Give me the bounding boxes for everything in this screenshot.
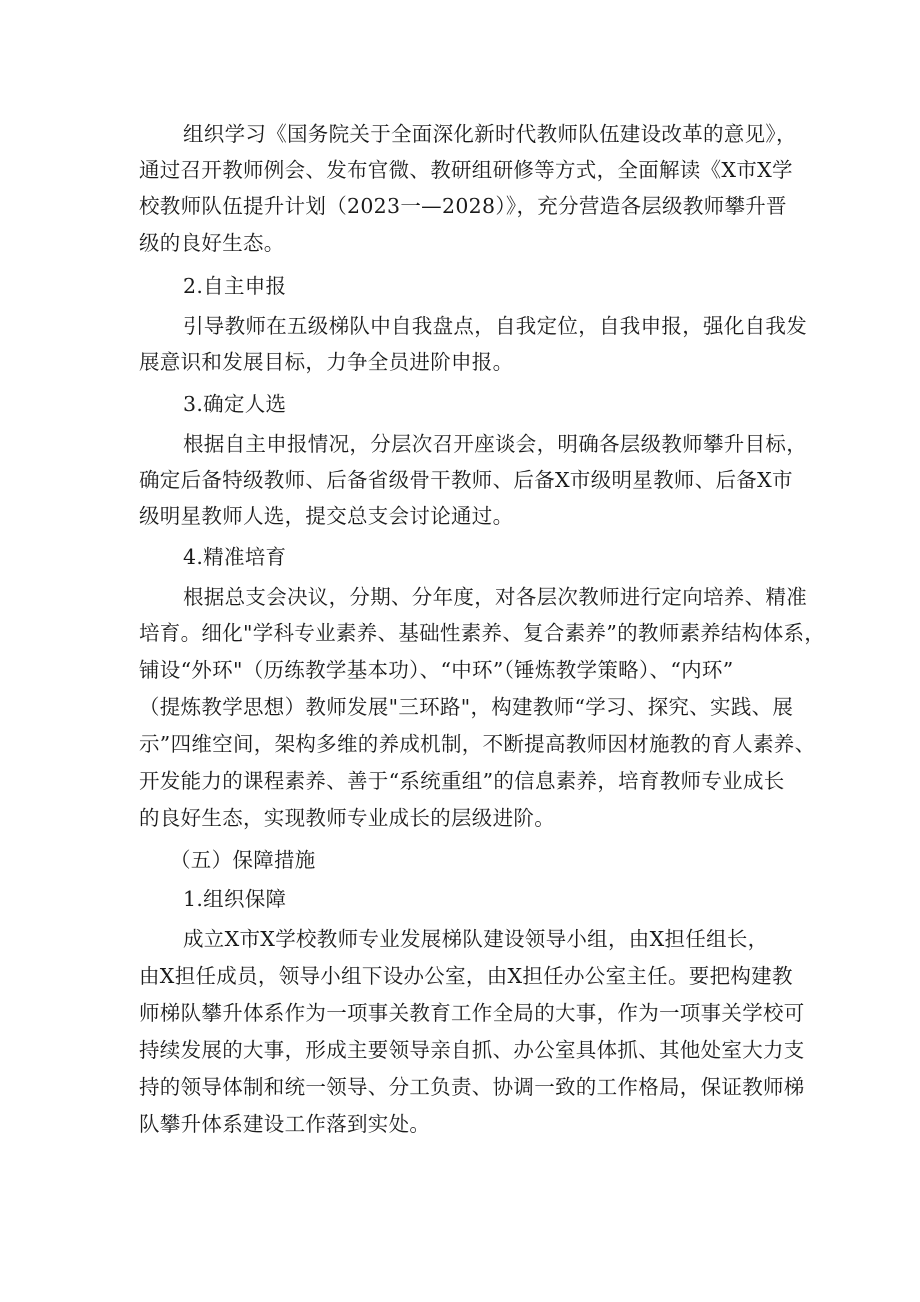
paragraph-line: 根据总支会决议，分期、分年度，对各层次教师进行定向培养、精准: [183, 585, 807, 609]
paragraph-line: 展意识和发展目标，力争全员进阶申报。: [139, 350, 514, 374]
paragraph-line: 组织学习《国务院关于全面深化新时代教师队伍建设改革的意见》，: [183, 122, 797, 146]
paragraph-line: 持续发展的大事，形成主要领导亲自抓、办公室具体抓、其他处室大力支: [139, 1038, 805, 1062]
paragraph-line: 校教师队伍提升计划（2023一—2028）》，充分营造各层级教师攀升晋: [139, 194, 787, 218]
paragraph-line: 根据自主申报情况，分层次召开座谈会，明确各层级教师攀升目标，: [183, 432, 807, 456]
paragraph-line: 师梯队攀升体系作为一项事关教育工作全局的大事，作为一项事关学校可: [139, 1001, 805, 1025]
paragraph-line: （提炼教学思想）教师发展"三环路"，构建教师“学习、探究、实践、展: [139, 695, 794, 719]
section-heading: 2.自主申报: [183, 274, 287, 298]
paragraph-line: 级明星教师人选，提交总支会讨论通过。: [139, 504, 514, 528]
paragraph-line: 铺设“外环"（历练教学基本功）、“中环”（锤炼教学策略）、“内环”: [139, 658, 734, 682]
paragraph-line: 的良好生态，实现教师专业成长的层级进阶。: [139, 806, 555, 830]
paragraph-line: 由X担任成员，领导小组下设办公室，由X担任办公室主任。要把构建教: [139, 964, 793, 988]
paragraph-line: 持的领导体制和统一领导、分工负责、协调一致的工作格局，保证教师梯: [139, 1075, 805, 1099]
paragraph-line: 开发能力的课程素养、善于“系统重组”的信息素养，培育教师专业成长: [139, 769, 785, 793]
paragraph-line: 引导教师在五级梯队中自我盘点，自我定位，自我申报，强化自我发: [183, 314, 807, 338]
section-heading: 4.精准培育: [183, 545, 287, 569]
paragraph-line: 培育。细化"学科专业素养、基础性素养、复合素养”的教师素养结构体系，: [139, 621, 826, 645]
paragraph-line: 确定后备特级教师、后备省级骨干教师、后备X市级明星教师、后备X市: [139, 468, 793, 492]
paragraph-line: 成立X市X学校教师专业发展梯队建设领导小组，由X担任组长，: [183, 927, 769, 951]
section-heading: （五）保障措施: [170, 848, 316, 872]
section-heading: 1.组织保障: [183, 887, 287, 911]
paragraph-line: 通过召开教师例会、发布官微、教研组研修等方式，全面解读《X市X学: [139, 158, 793, 182]
section-heading: 3.确定人选: [183, 392, 287, 416]
paragraph-line: 级的良好生态。: [139, 231, 285, 255]
paragraph-line: 示”四维空间，架构多维的养成机制，不断提高教师因材施教的育人素养、: [139, 732, 816, 756]
paragraph-line: 队攀升体系建设工作落到实处。: [139, 1112, 431, 1136]
